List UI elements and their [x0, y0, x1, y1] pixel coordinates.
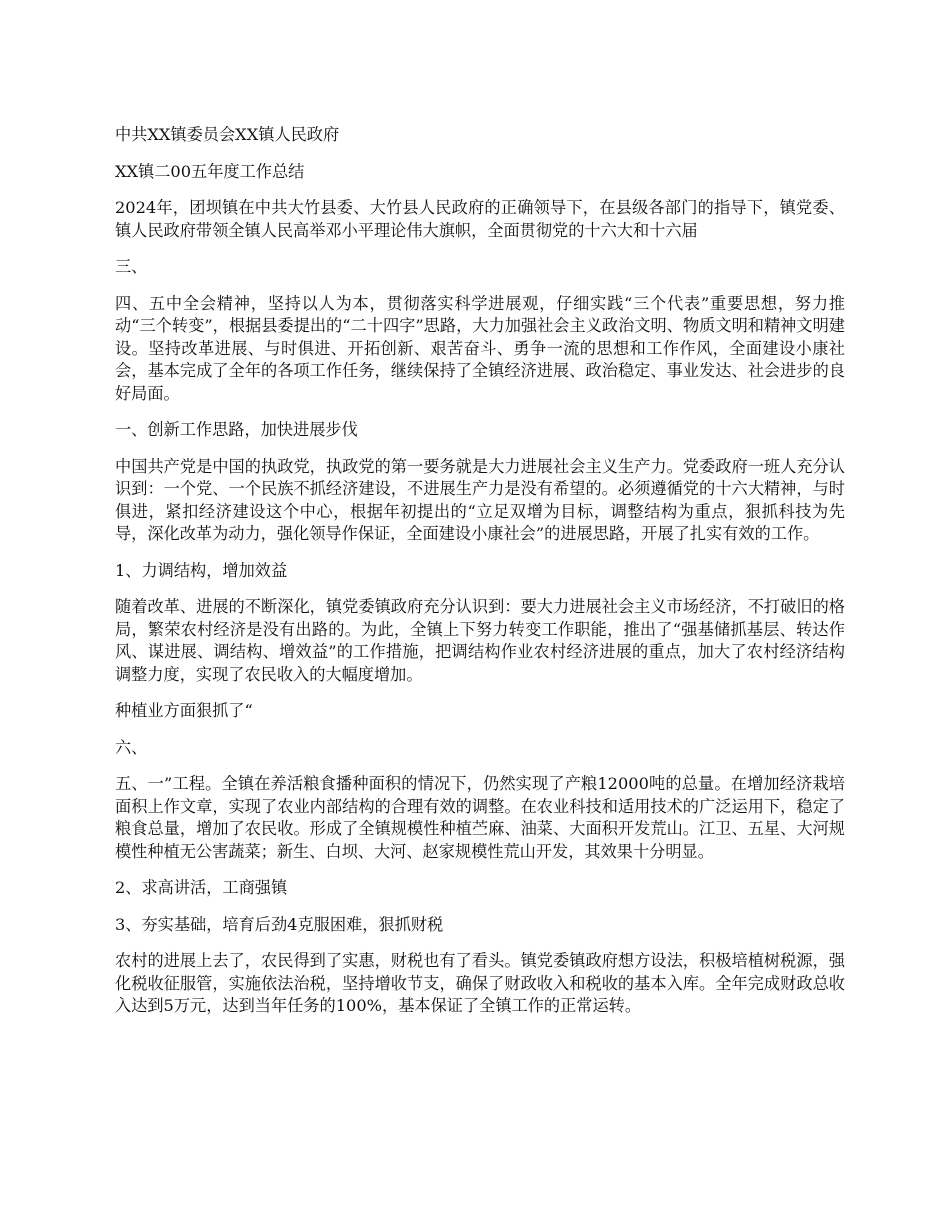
paragraph-structure: 随着改革、进展的不断深化，镇党委镇政府充分认识到：要大力进展社会主义市场经济，不打破旧的格局，繁荣农村经济是没有出路的。为此，全镇上下努力转变工作职能，推出了“强基储抓基层、转达作风、谋进展、调结构、增效益”的工作措施，把调结构作业农村经济进展的重点，加大了农村经济结构调整力度，实现了农民收入的大幅度增加。 — [115, 597, 845, 684]
document-header-line-1: 中共XX镇委员会XX镇人民政府 — [115, 125, 340, 144]
subheading-2: 2、求高讲活，工商强镇 — [115, 878, 288, 897]
document-header-line-2: XX镇二00五年度工作总结 — [115, 161, 305, 181]
subheading-1: 1、力调结构，增加效益 — [115, 560, 288, 580]
paragraph-finance: 农村的进展上去了，农民得到了实惠，财税也有了看头。镇党委镇政府想方设法，积极培植树税源，强化税收征服管，实施依法治税，坚持增收节支，确保了财政收入和税收的基本入库。全年完成财政总收入达到5万元，达到当年任务的100%，基本保证了全镇工作的正常运转。 — [115, 951, 845, 1015]
subheading-3: 3、夯实基础，培育后劲4克服困难，狠抓财税 — [115, 914, 444, 934]
section-heading-1: 一、创新工作思路，加快进展步伐 — [115, 420, 358, 439]
paragraph-intro: 2024年，团坝镇在中共大竹县委、大竹县人民政府的正确领导下，在县级各部门的指导下，镇党委、镇人民政府带领全镇人民高举邓小平理论伟大旗帜，全面贯彻党的十六大和十六届 — [115, 198, 845, 240]
paragraph-spirit: 四、五中全会精神，坚持以人为本，贯彻落实科学进展观，仔细实践“三个代表”重要思想，努力推动“三个转变”，根据县委提出的“二十四字”思路，大力加强社会主义政治文明、物质文明和精神文明建设。坚持改革进展、与时俱进、开拓创新、艰苦奋斗、勇争一流的思想和工作作风，全面建设小康社会，基本完成了全年的各项工作任务，继续保持了全镇经济进展、政治稳定、事业发达、社会进步的良好局面。 — [115, 293, 845, 403]
paragraph-fragment-san: 三、 — [115, 257, 148, 276]
paragraph-party-role: 中国共产党是中国的执政党，执政党的第一要务就是大力进展社会主义生产力。党委政府一班人充分认识到：一个党、一个民族不抓经济建设，不进展生产力是没有希望的。必须遵循党的十六大精神，与时俱进，紧扣经济建设这个中心，根据年初提出的“立足双增为目标，调整结构为重点，狠抓科技为先导，深化改革为动力，强化领导作保证，全面建设小康社会”的进展思路，开展了扎实有效的工作。 — [115, 456, 845, 543]
paragraph-planting: 种植业方面狠抓了“ — [115, 701, 253, 720]
paragraph-fragment-liu: 六、 — [115, 737, 148, 757]
document-body — [115, 124, 845, 1032]
paragraph-grain: 五、一”工程。全镇在养活粮食播种面积的情况下，仍然实现了产粮12000吨的总量。在增加经济栽培面积上作文章，实现了农业内部结构的合理有效的调整。在农业科技和适用技术的广泛运用下，稳定了粮食总量，增加了农民收。形成了全镇规模性种植苎麻、油菜、大面积开发荒山。江卫、五星、大河规模性种植无公害蔬菜；新生、白坝、大河、赵家规模性荒山开发，其效果十分明显。 — [115, 774, 845, 861]
